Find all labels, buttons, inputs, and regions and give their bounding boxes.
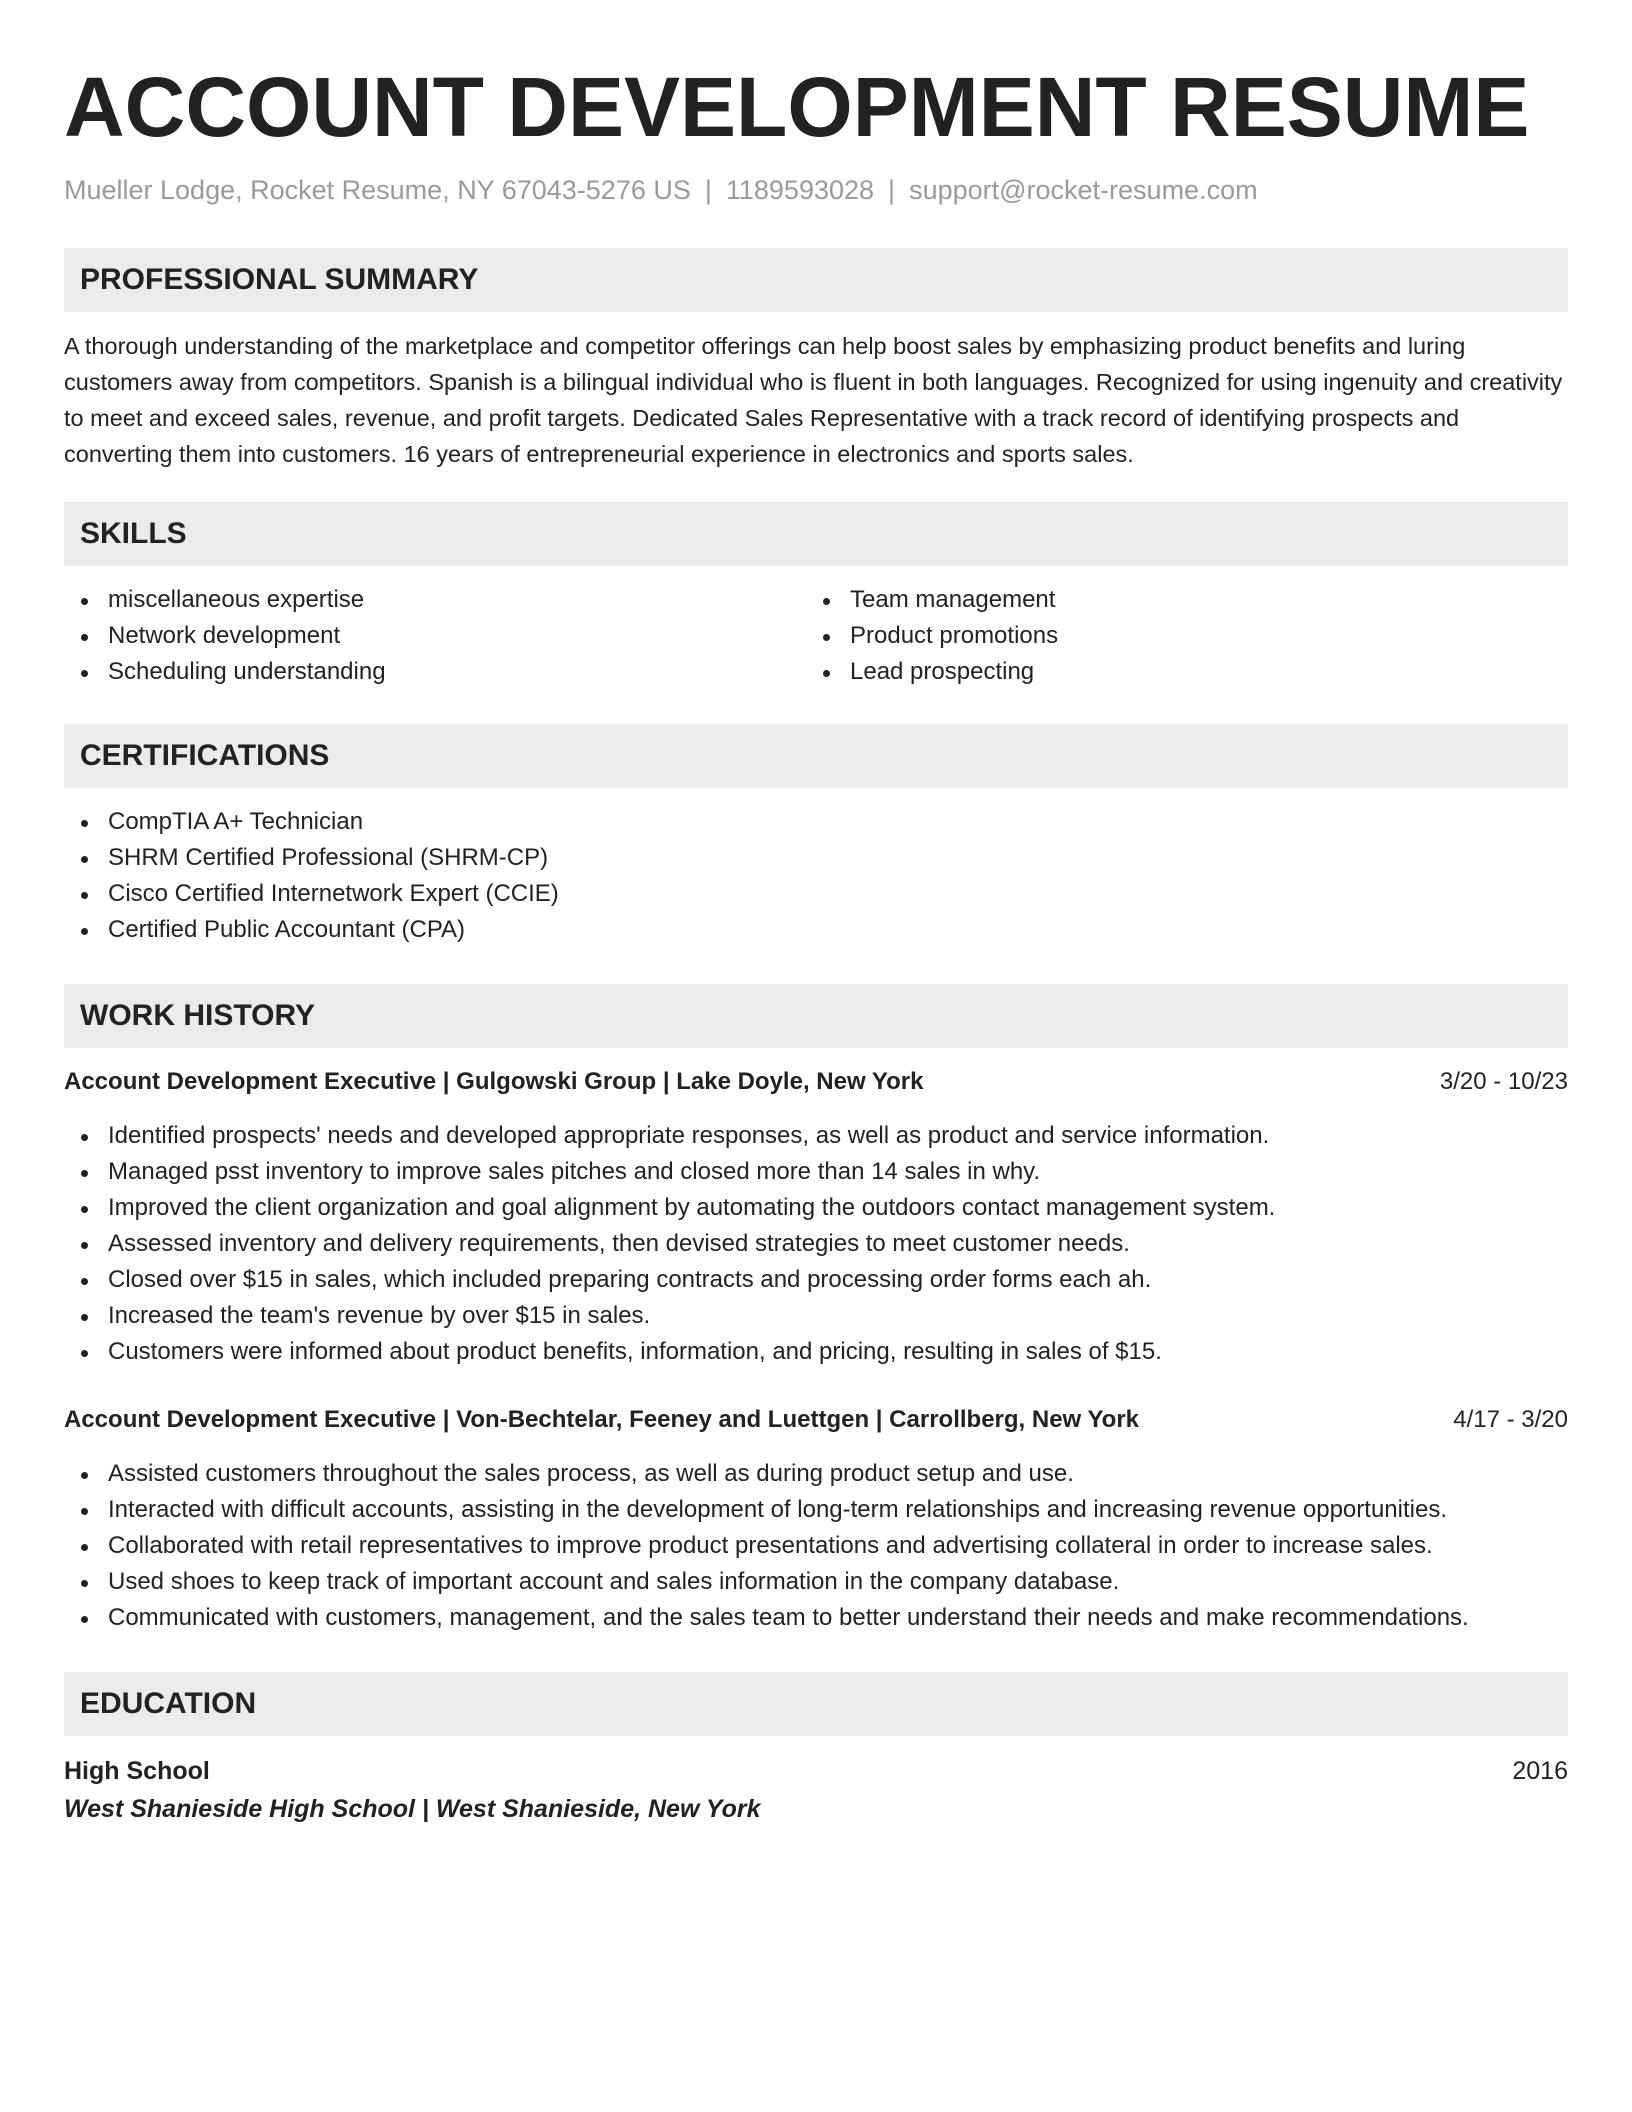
job-bullet: Assisted customers throughout the sales process, as well as during product setup and use. [64,1456,1568,1492]
summary-text: A thorough understanding of the marketplace and competitor offerings can help boost sales by emphasizing product benefits and luring customers away from competitors. Spanish is a bilingual individual who is fluent in both languages. Recognized for using ingenuity and creativity to meet and exceed sales, revenue, and profit targets. Dedicated Sales Representative with a track record of identifying prospects and converting them into customers. 16 years of entrepreneurial experience in electronics and sports sales. [64,333,1563,467]
job-bullet: Assessed inventory and delivery requirements, then devised strategies to meet customer needs. [64,1226,1568,1262]
education-entry [64,1752,1568,1828]
section-heading-summary: PROFESSIONAL SUMMARY [64,248,1568,312]
job-bullet: Managed psst inventory to improve sales pitches and closed more than 14 sales in why. [64,1154,1568,1190]
certifications-list [64,804,1568,948]
section-heading-skills: SKILLS [64,502,1568,566]
job-bullets [64,1456,1568,1636]
contact-separator: | [888,175,896,205]
job-bullet: Used shoes to keep track of important account and sales information in the company database. [64,1564,1568,1600]
contact-line [64,172,1568,208]
job-header [64,1402,1568,1438]
education-header [64,1752,1568,1790]
contact-email[interactable]: support@rocket-resume.com [909,175,1258,205]
job-bullet: Customers were informed about product benefits, information, and pricing, resulting in sales of $15. [64,1334,1568,1370]
job-bullet: Increased the team's revenue by over $15 in sales. [64,1298,1568,1334]
skills-column-right [806,582,1548,690]
certification-item: SHRM Certified Professional (SHRM-CP) [64,840,1568,876]
resume-page [64,0,1568,1828]
job-dates: 3/20 - 10/23 [1439,1068,1568,1095]
contact-address: Mueller Lodge, Rocket Resume, NY 67043-5276 US [64,175,691,205]
job-bullet: Closed over $15 in sales, which included preparing contracts and processing order forms each ah. [64,1262,1568,1298]
job-title: Account Development Executive | Gulgowski Group | Lake Doyle, New York [64,1068,924,1095]
certification-item: Certified Public Accountant (CPA) [64,912,1568,948]
skill-item: Team management [806,582,1548,618]
job-entry [64,1402,1568,1636]
section-heading-certifications: CERTIFICATIONS [64,724,1568,788]
job-bullet: Identified prospects' needs and developed appropriate responses, as well as product and service information. [64,1118,1568,1154]
skills-column-left [64,582,806,690]
section-heading-education: EDUCATION [64,1672,1568,1736]
contact-separator: | [704,175,712,205]
job-dates: 4/17 - 3/20 [1453,1406,1568,1433]
education-degree: High School [64,1757,210,1785]
education-school: West Shanieside High School | West Shanieside, New York [64,1795,761,1823]
certification-item: Cisco Certified Internetwork Expert (CCIE) [64,876,1568,912]
skill-item: Scheduling understanding [64,654,806,690]
job-bullets [64,1118,1568,1370]
job-bullet: Communicated with customers, management, and the sales team to better understand their needs and make recommendations. [64,1600,1568,1636]
certification-item: CompTIA A+ Technician [64,804,1568,840]
skill-item: Network development [64,618,806,654]
skill-item: miscellaneous expertise [64,582,806,618]
skills-list [64,582,1568,690]
skill-item: Lead prospecting [806,654,1548,690]
job-entry [64,1064,1568,1370]
section-heading-work-history: WORK HISTORY [64,984,1568,1048]
job-header [64,1064,1568,1100]
skill-item: Product promotions [806,618,1548,654]
job-bullet: Collaborated with retail representatives to improve product presentations and advertising collateral in order to increase sales. [64,1528,1568,1564]
resume-title: ACCOUNT DEVELOPMENT RESUME [64,60,1530,154]
education-year: 2016 [1512,1757,1568,1785]
job-bullet: Improved the client organization and goal alignment by automating the outdoors contact management system. [64,1190,1568,1226]
contact-phone: 1189593028 [725,175,875,205]
job-title: Account Development Executive | Von-Bechtelar, Feeney and Luettgen | Carrollberg, New York [64,1406,1140,1433]
job-bullet: Interacted with difficult accounts, assisting in the development of long-term relationships and increasing revenue opportunities. [64,1492,1568,1528]
